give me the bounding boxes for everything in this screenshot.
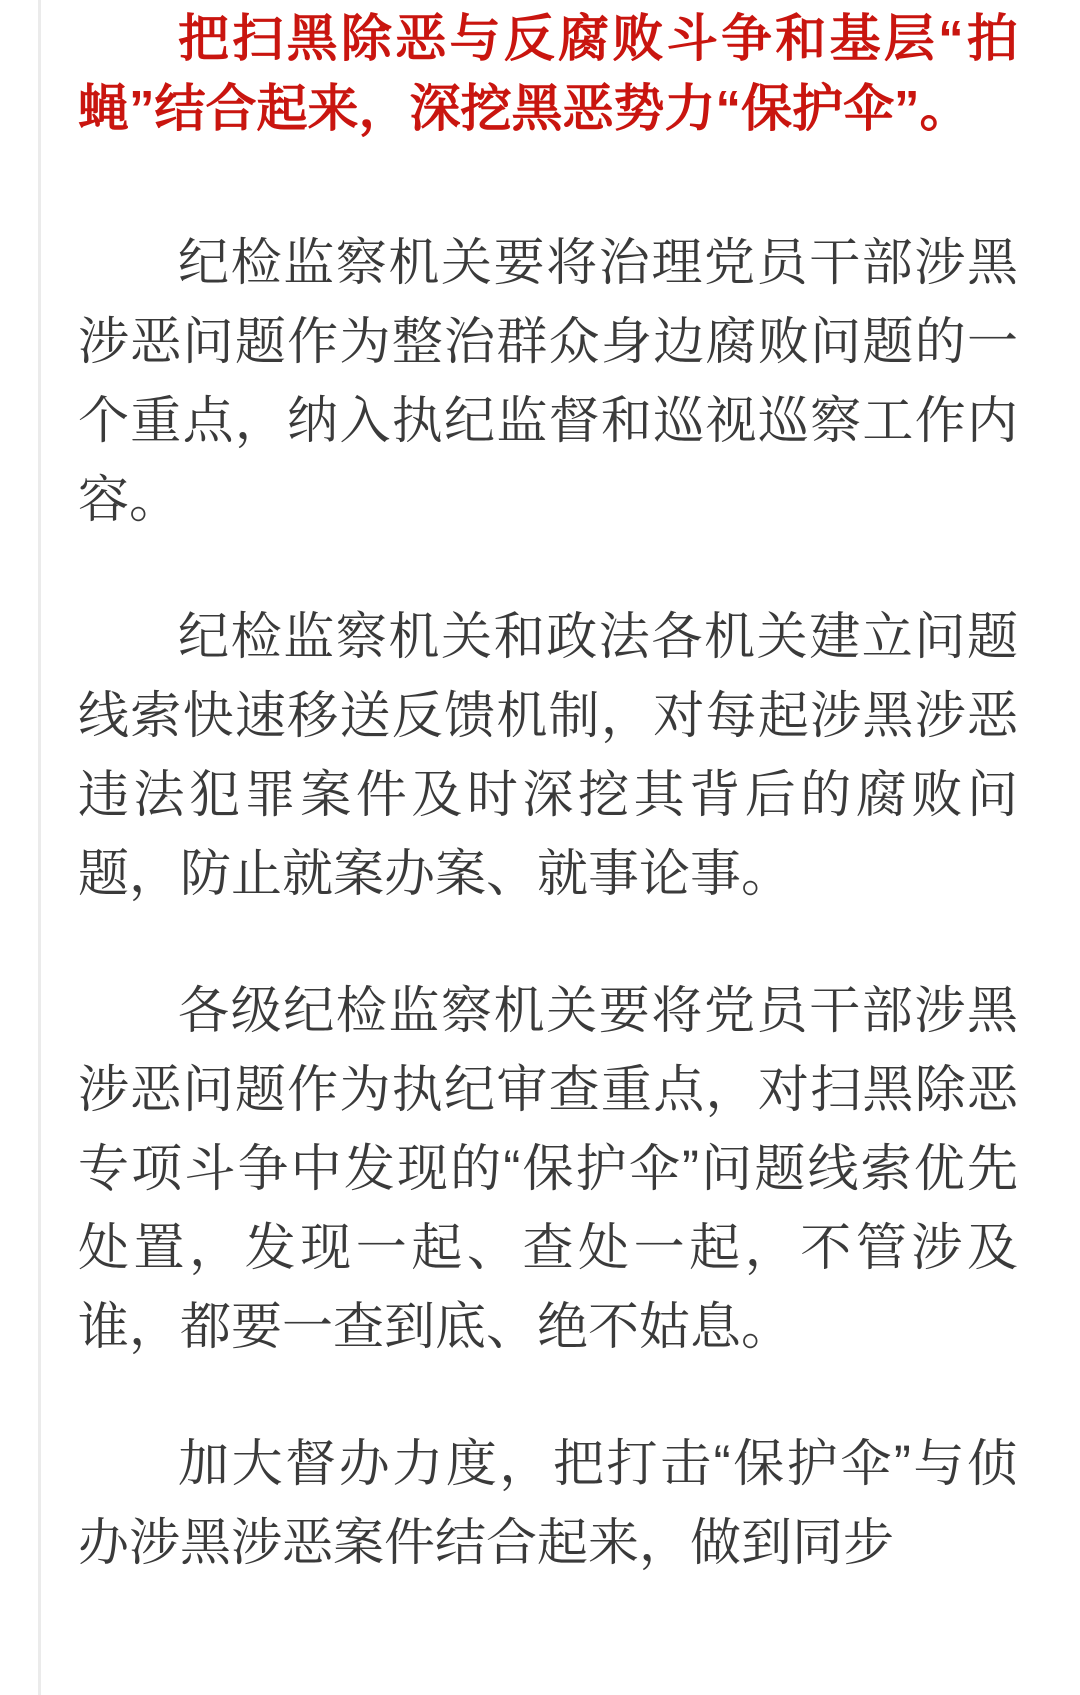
article-body	[78, 223, 1018, 1583]
article-paragraph: 纪检监察机关和政法各机关建立问题线索快速移送反馈机制，对每起涉黑涉恶违法犯罪案件及时深挖其背后的腐败问题，防止就案办案、就事论事。	[78, 607, 1018, 903]
article-paragraph: 纪检监察机关要将治理党员干部涉黑涉恶问题作为整治群众身边腐败问题的一个重点，纳入执纪监督和巡视巡察工作内容。	[78, 233, 1018, 528]
article-paragraph: 各级纪检监察机关要将党员干部涉黑涉恶问题作为执纪审查重点，对扫黑除恶专项斗争中发现的“保护伞”问题线索优先处置，发现一起、查处一起，不管涉及谁，都要一查到底、绝不姑息。	[78, 982, 1018, 1356]
article-paragraph: 加大督办力度，把打击“保护伞”与侦办涉黑涉恶案件结合起来，做到同步	[78, 1435, 1018, 1572]
page-title: 把扫黑除恶与反腐败斗争和基层“拍蝇”结合起来，深挖黑恶势力“保护伞”。	[78, 10, 1018, 138]
